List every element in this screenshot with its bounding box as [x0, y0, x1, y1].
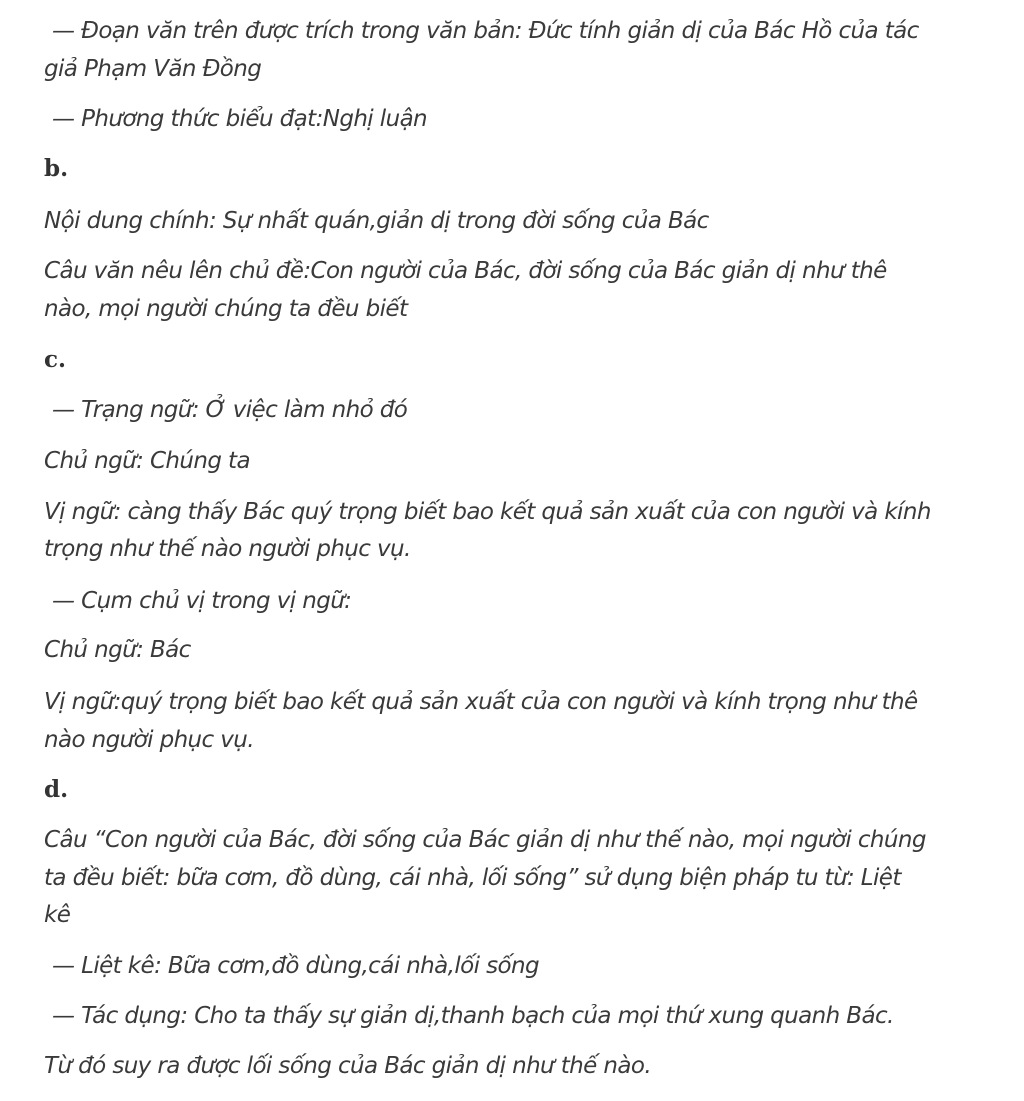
effect-line: — Tác dụng: Cho ta thấy sự giản dị,thanh bạch của mọi thứ xung quanh Bác. — [52, 1003, 894, 1029]
theme-sentence-line-1: Câu văn nêu lên chủ đề:Con người của Bác, đời sống của Bác giản dị như thê — [44, 258, 887, 284]
section-b-heading: b. — [44, 155, 69, 182]
subject-line-2: Chủ ngữ: Bác — [44, 637, 191, 663]
predicate-line-2a: Vị ngữ:quý trọng biết bao kết quả sản xuất của con người và kính trọng như thê — [44, 689, 918, 715]
conclusion-line: Từ đó suy ra được lối sống của Bác giản dị như thế nào. — [44, 1053, 652, 1079]
main-content-line: Nội dung chính: Sự nhất quán,giản dị trong đời sống của Bác — [44, 208, 709, 234]
predicate-line-2b: nào người phục vụ. — [44, 727, 254, 753]
predicate-line-1b: trọng như thế nào người phục vụ. — [44, 536, 411, 562]
intro-source-line-1: — Đoạn văn trên được trích trong văn bản: Đức tính giản dị của Bác Hồ của tác — [52, 18, 919, 44]
theme-sentence-line-2: nào, mọi người chúng ta đều biết — [44, 296, 408, 322]
rhetoric-sentence-line-2: ta đều biết: bữa cơm, đồ dùng, cái nhà, lối sống” sử dụng biện pháp tu từ: Liệt — [44, 865, 901, 891]
rhetoric-sentence-line-3: kê — [44, 902, 71, 928]
rhetoric-sentence-line-1: Câu “Con người của Bác, đời sống của Bác giản dị như thế nào, mọi người chúng — [44, 827, 926, 853]
enumeration-line: — Liệt kê: Bữa cơm,đồ dùng,cái nhà,lối sống — [52, 953, 539, 979]
predicate-line-1a: Vị ngữ: càng thấy Bác quý trọng biết bao kết quả sản xuất của con người và kính — [44, 499, 931, 525]
subject-line-1: Chủ ngữ: Chúng ta — [44, 448, 250, 474]
section-d-heading: d. — [44, 776, 69, 803]
adverbial-line: — Trạng ngữ: Ở việc làm nhỏ đó — [52, 397, 408, 423]
clause-in-predicate-line: — Cụm chủ vị trong vị ngữ: — [52, 588, 352, 614]
section-c-heading: c. — [44, 346, 67, 373]
intro-source-line-2: giả Phạm Văn Đồng — [44, 56, 262, 82]
expression-method-line: — Phương thức biểu đạt:Nghị luận — [52, 106, 428, 132]
